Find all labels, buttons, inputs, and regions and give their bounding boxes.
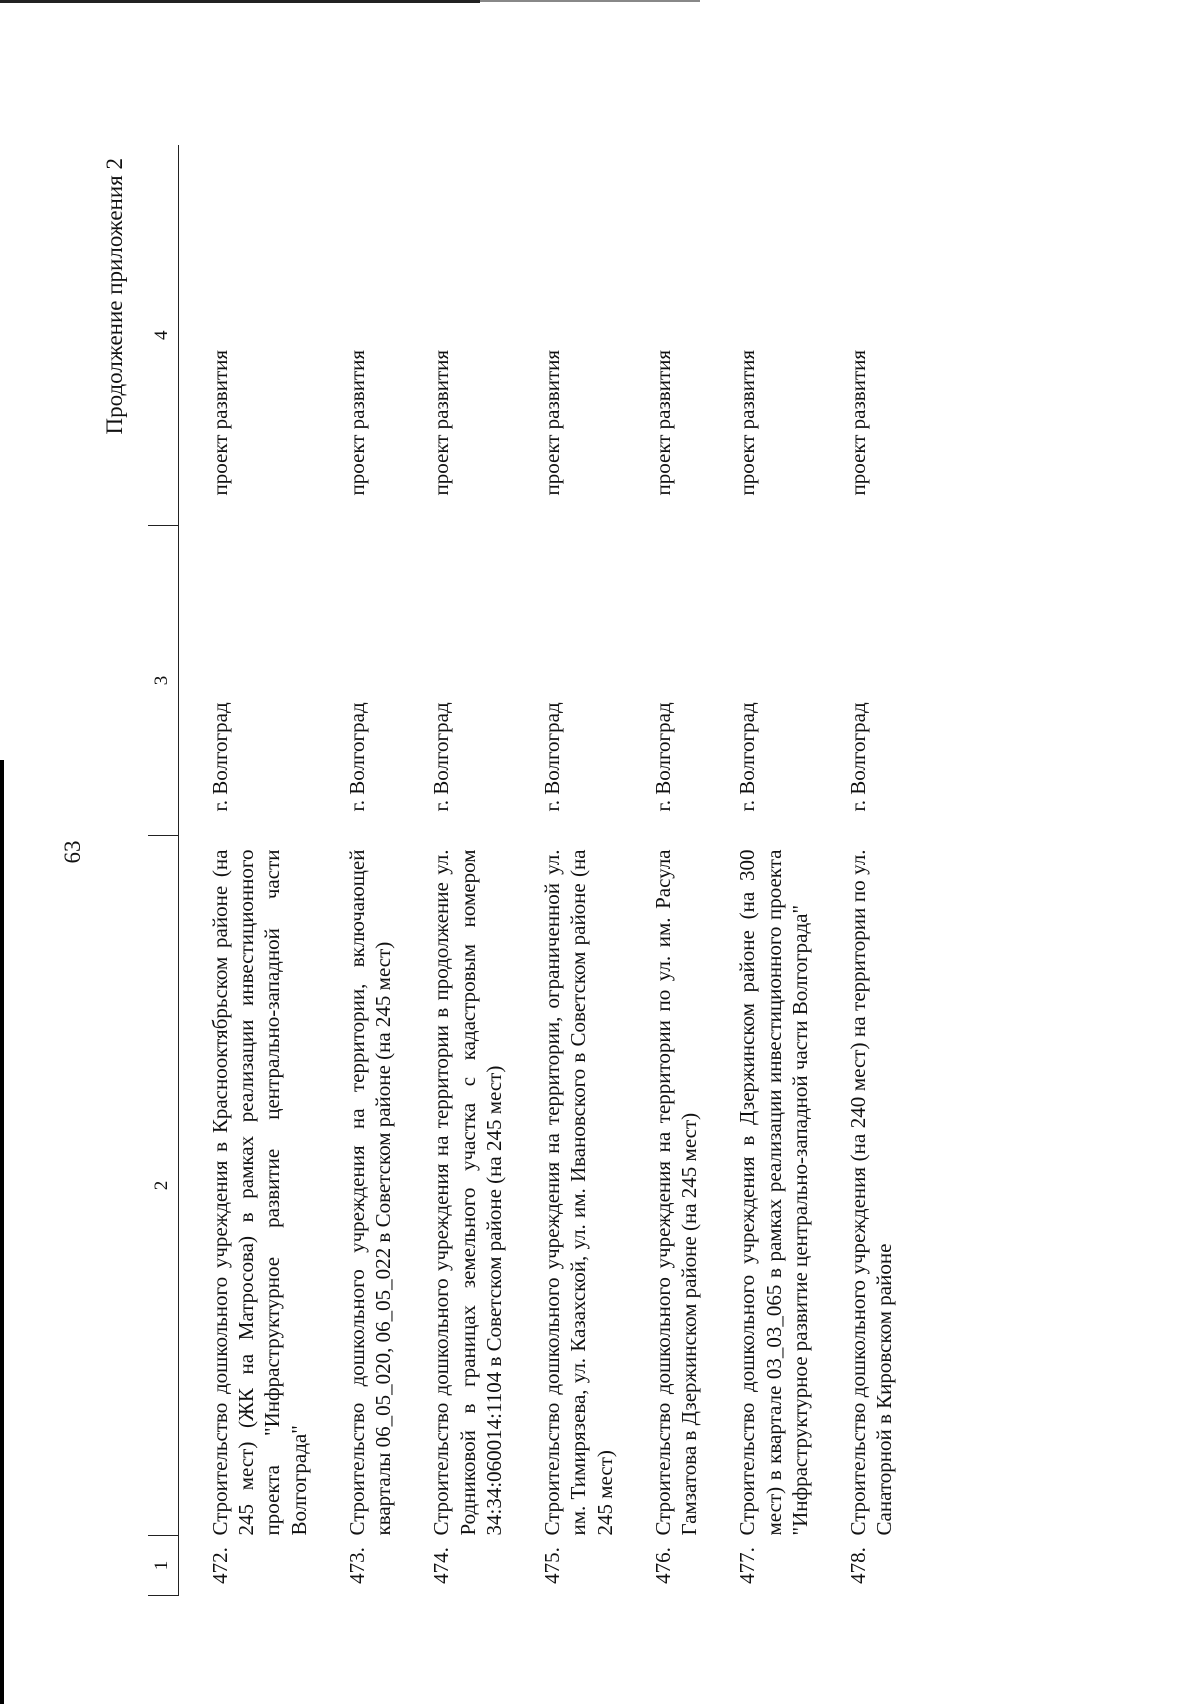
table-body [178, 146, 897, 1596]
object-name: Строительство дошкольного учреждения в Краснооктябрьском районе (на 245 мест) (ЖК на Матросова) в рамках реализации инвестиционного проекта "Инфраструктурное развитие центрально-западной части Волгограда" [207, 849, 311, 1536]
table-row [813, 146, 898, 1596]
document-type: проект развития [650, 349, 675, 496]
continuation-label: Продолжение приложения 2 [102, 158, 127, 435]
row-number: 472. [207, 1547, 232, 1584]
table-row [396, 146, 507, 1596]
appendix-table [148, 146, 898, 1597]
object-name: Строительство дошкольного учреждения на территории, включающей кварталы 06_05_020, 06_05_022 в Советском районе (на 245 мест) [344, 849, 395, 1536]
column-header: 2 [148, 836, 178, 1536]
row-number: 474. [429, 1547, 454, 1584]
table-row [507, 146, 618, 1596]
row-number: 475. [540, 1547, 564, 1584]
document-type: проект развития [846, 349, 870, 496]
location: г. Волгоград [735, 702, 760, 812]
object-name: Строительство дошкольного учреждения на территории в продолжение ул. Родниковой в границах земельного участка с кадастровым номером 34:34:060014:1104 в Советском районе (на 245 мест) [429, 849, 506, 1536]
row-number: 473. [344, 1547, 369, 1584]
object-name: Строительство дошкольного учреждения в Дзержинском районе (на 300 мест) в квартале 03_03_065 в рамках реализации инвестиционного проекта "Инфраструктурное развитие центрально-западной части Волгограда" [735, 849, 812, 1536]
column-header: 4 [148, 146, 178, 526]
object-name: Строительство дошкольного учреждения на территории, ограниченной ул. им. Тимирязева, ул. Казахской, ул. им. Ивановского в Советском районе (на 245 мест) [540, 849, 617, 1536]
row-number: 476. [650, 1547, 675, 1584]
document-type: проект развития [540, 349, 564, 496]
page-number: 63 [60, 840, 85, 864]
appendix-table-wrap [148, 146, 898, 1596]
table-row [178, 146, 312, 1596]
table-row [312, 146, 397, 1596]
location: г. Волгоград [344, 702, 369, 812]
document-type: проект развития [207, 349, 232, 496]
row-number: 477. [735, 1547, 760, 1584]
table-row [618, 146, 703, 1596]
table-header [148, 146, 178, 1596]
row-number: 478. [846, 1547, 870, 1584]
table-row [702, 146, 813, 1596]
location: г. Волгоград [207, 702, 232, 812]
column-header: 1 [148, 1536, 178, 1596]
document-type: проект развития [735, 349, 760, 496]
location: г. Волгоград [846, 702, 870, 812]
location: г. Волгоград [540, 702, 564, 812]
object-name: Строительство дошкольного учреждения на территории по ул. им. Расула Гамзатова в Дзержинском районе (на 245 мест) [650, 849, 701, 1536]
column-header: 3 [148, 526, 178, 836]
document-type: проект развития [344, 349, 369, 496]
object-name: Строительство дошкольного учреждения (на 240 мест) на территории по ул. Санаторной в Кировском районе [846, 849, 897, 1536]
document-type: проект развития [429, 349, 454, 496]
location: г. Волгоград [650, 702, 675, 812]
location: г. Волгоград [429, 702, 454, 812]
